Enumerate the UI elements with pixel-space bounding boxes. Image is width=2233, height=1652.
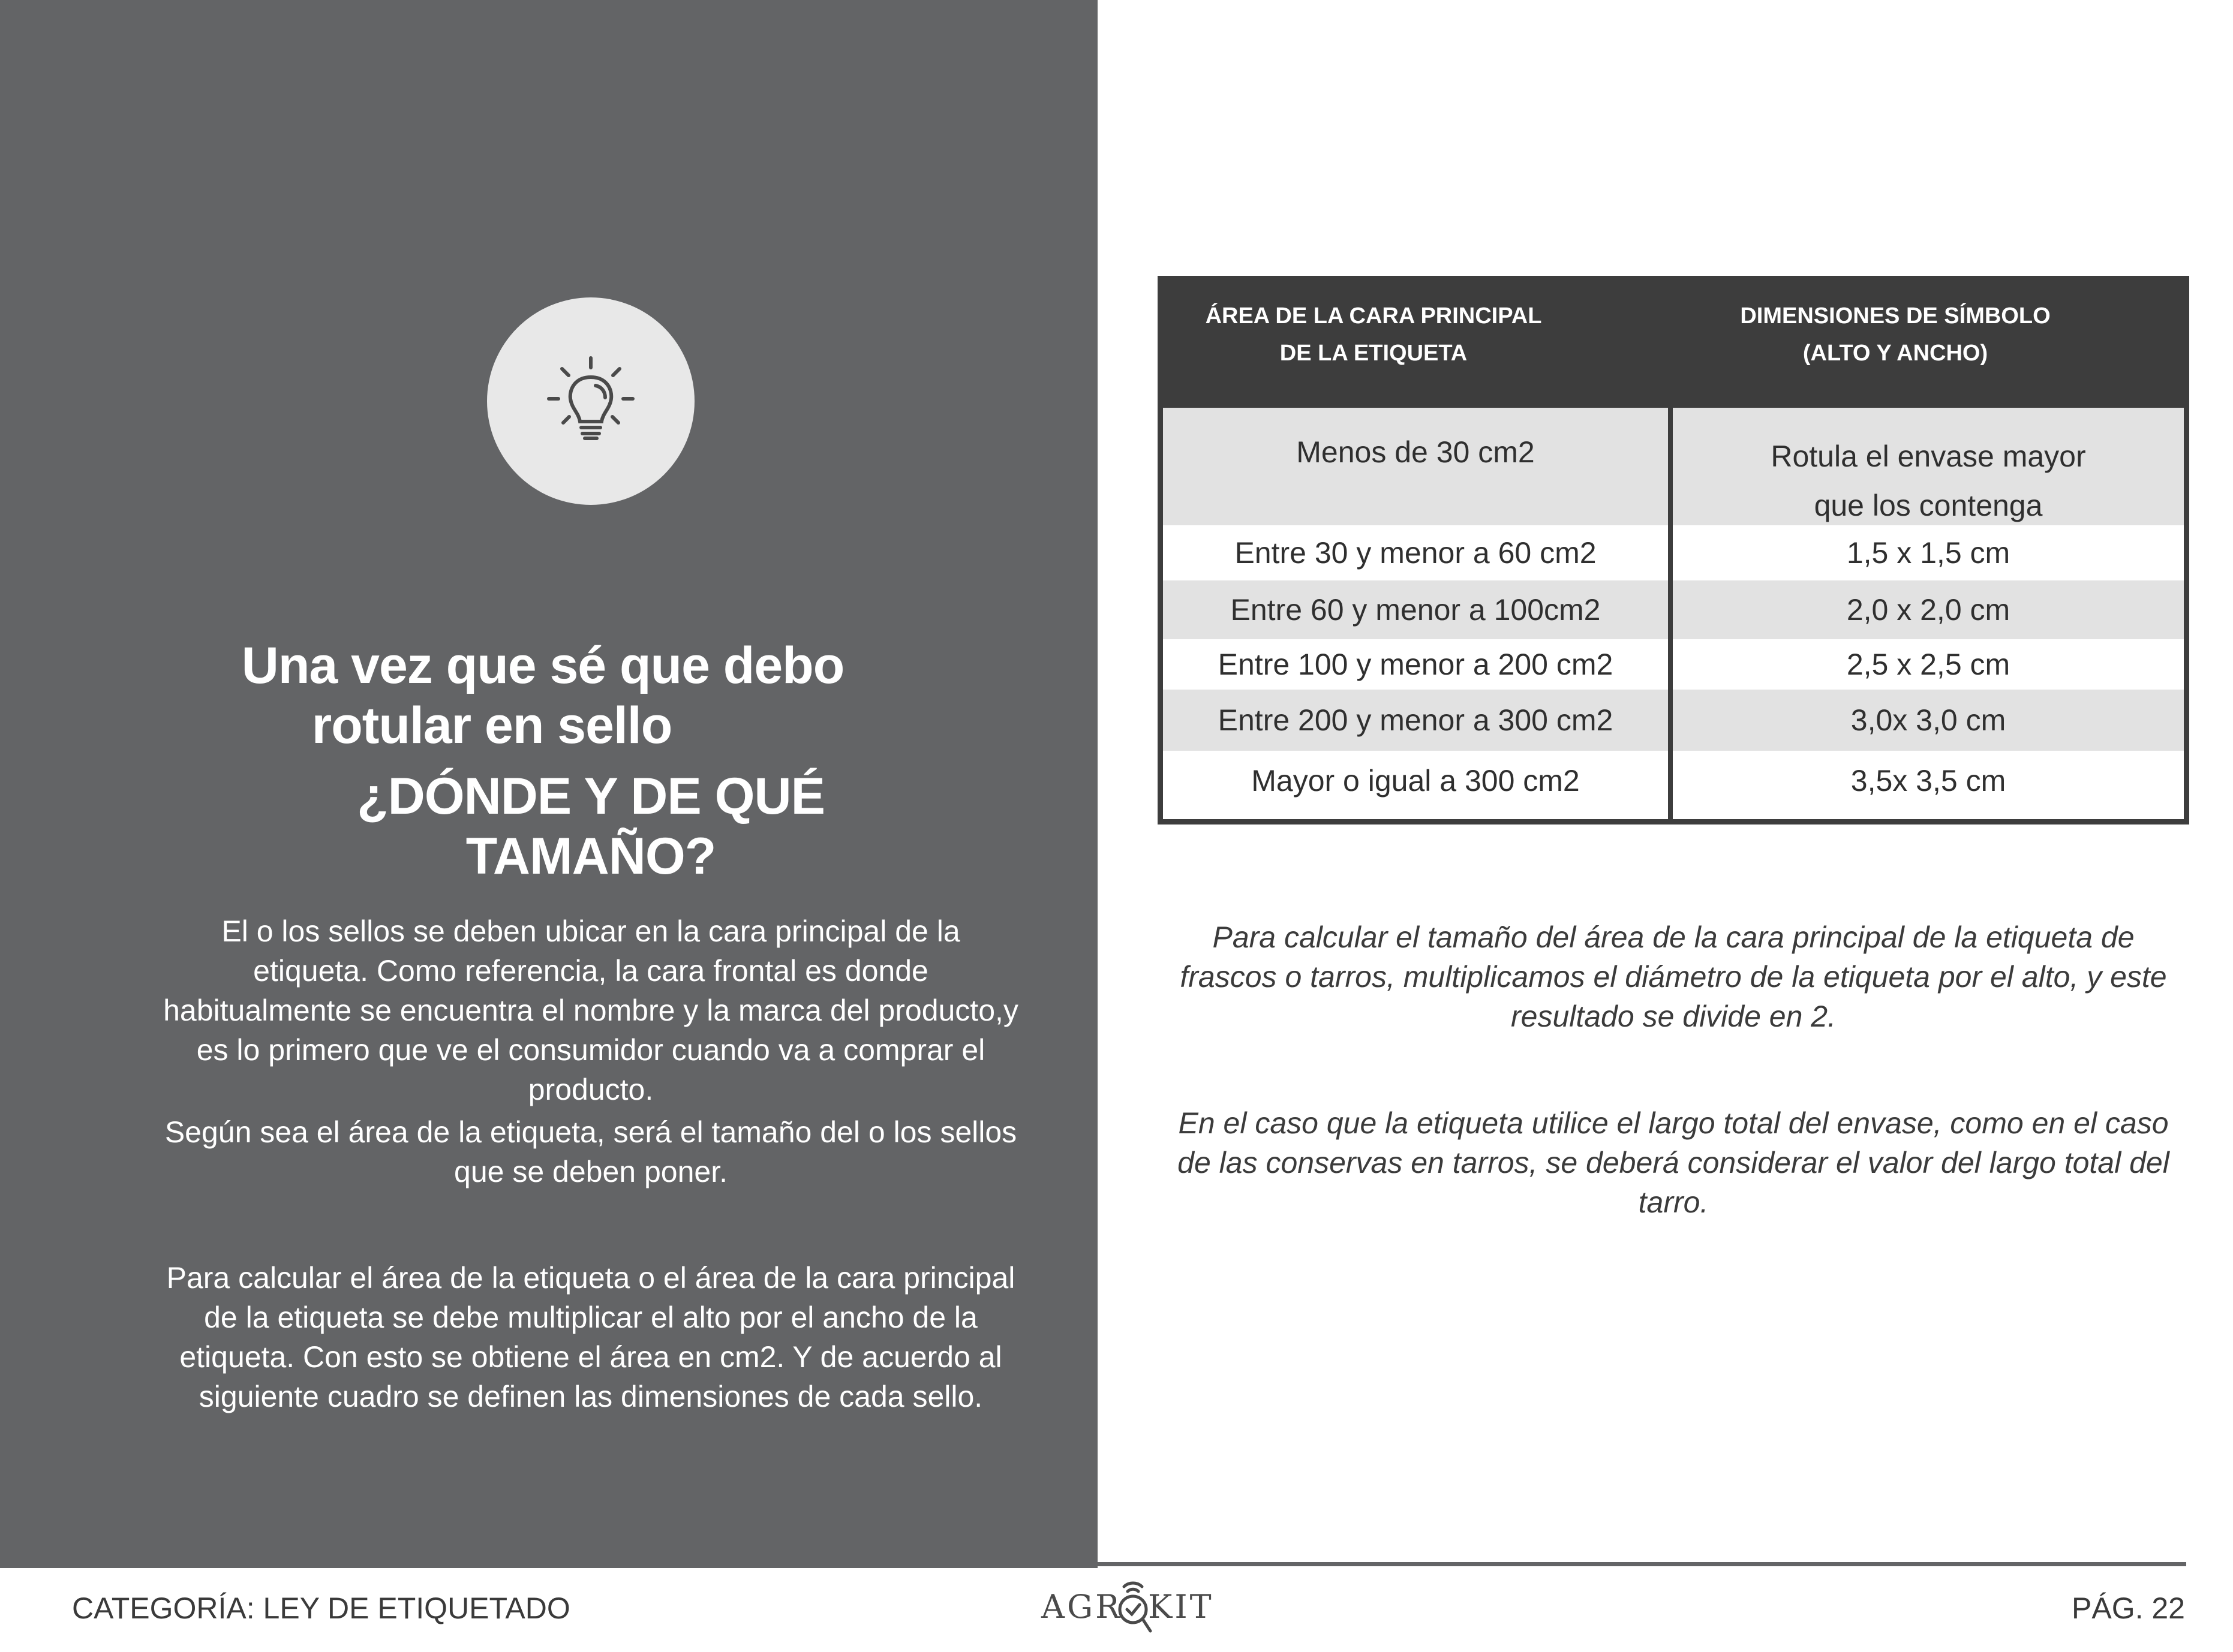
agrokit-logo — [1041, 1577, 1221, 1637]
dimensions-table — [1158, 276, 2189, 825]
table-cell-dimensions: 2,0 x 2,0 cm — [1846, 593, 2010, 627]
table-row — [1163, 408, 2184, 525]
table-cell-area: Entre 30 y menor a 60 cm2 — [1234, 536, 1597, 570]
footer-divider — [1098, 1562, 2186, 1566]
lightbulb-badge — [487, 297, 695, 505]
table-body — [1163, 408, 2184, 819]
heading-line-2: rotular en sello — [311, 697, 672, 754]
table-cell-dimensions: Rotula el envase mayor que los contenga — [1771, 440, 2086, 522]
heading-line-1: Una vez que sé que debo — [241, 637, 844, 694]
table-cell-dimensions: 3,0x 3,0 cm — [1850, 703, 2006, 737]
table-cell-dimensions: 1,5 x 1,5 cm — [1846, 536, 2010, 570]
section-heading — [228, 636, 954, 886]
footer-category: CATEGORÍA: LEY DE ETIQUETADO — [72, 1591, 570, 1625]
calculation-paragraph: Para calcular el área de la etiqueta o el área de la cara principal de la etiqueta se debe multiplicar el alto por el ancho de la etiqueta. Con esto se obtiene el área en cm2. Y de acuerdo al siguiente cuadro se definen las dimensiones de cada sello. — [166, 1261, 1015, 1413]
table-cell-area: Entre 60 y menor a 100cm2 — [1230, 593, 1601, 627]
table-cell-dimensions: 2,5 x 2,5 cm — [1846, 648, 2010, 681]
table-column-divider — [1668, 408, 1673, 819]
table-row — [1163, 525, 2184, 580]
left-panel — [0, 0, 1098, 1568]
table-row — [1163, 751, 2184, 819]
heading-question: ¿DÓNDE Y DE QUÉ TAMAÑO? — [357, 768, 825, 885]
table-cell-area: Menos de 30 cm2 — [1296, 435, 1535, 469]
table-header-dimensions: DIMENSIONES DE SÍMBOLO (ALTO Y ANCHO) — [1740, 303, 2051, 366]
table-cell-area: Entre 200 y menor a 300 cm2 — [1218, 703, 1613, 737]
table-row — [1163, 639, 2184, 690]
can-area-paragraph: En el caso que la etiqueta utilice el largo total del envase, como en el caso de las conservas en tarros, se deberá considerar el valor del largo total del tarro. — [1177, 1106, 2169, 1219]
intro-paragraph: El o los sellos se deben ubicar en la cara principal de la etiqueta. Como referencia, la cara frontal es donde habitualmente se encuentra el nombre y la marca del producto,y es lo primero que ve el consumidor cuando va a comprar el producto. — [163, 914, 1018, 1106]
table-row — [1163, 690, 2184, 751]
table-cell-area: Mayor o igual a 300 cm2 — [1251, 764, 1580, 798]
size-paragraph: Según sea el área de la etiqueta, será el tamaño del o los sellos que se deben poner. — [164, 1115, 1017, 1188]
table-row — [1163, 580, 2184, 639]
table-header — [1158, 276, 2189, 404]
page-number: PÁG. 22 — [2072, 1591, 2185, 1625]
table-header-area: ÁREA DE LA CARA PRINCIPAL DE LA ETIQUETA — [1205, 303, 1542, 366]
jar-area-paragraph: Para calcular el tamaño del área de la cara principal de la etiqueta de frascos o tarros, multiplicamos el diámetro de la etiqueta por el alto, y este resultado se divide en 2. — [1180, 920, 2167, 1033]
logo-text-left: AGR — [1041, 1588, 1122, 1626]
table-cell-area: Entre 100 y menor a 200 cm2 — [1218, 648, 1613, 681]
logo-text-right: KIT — [1148, 1588, 1214, 1626]
table-cell-dimensions: 3,5x 3,5 cm — [1850, 764, 2006, 798]
